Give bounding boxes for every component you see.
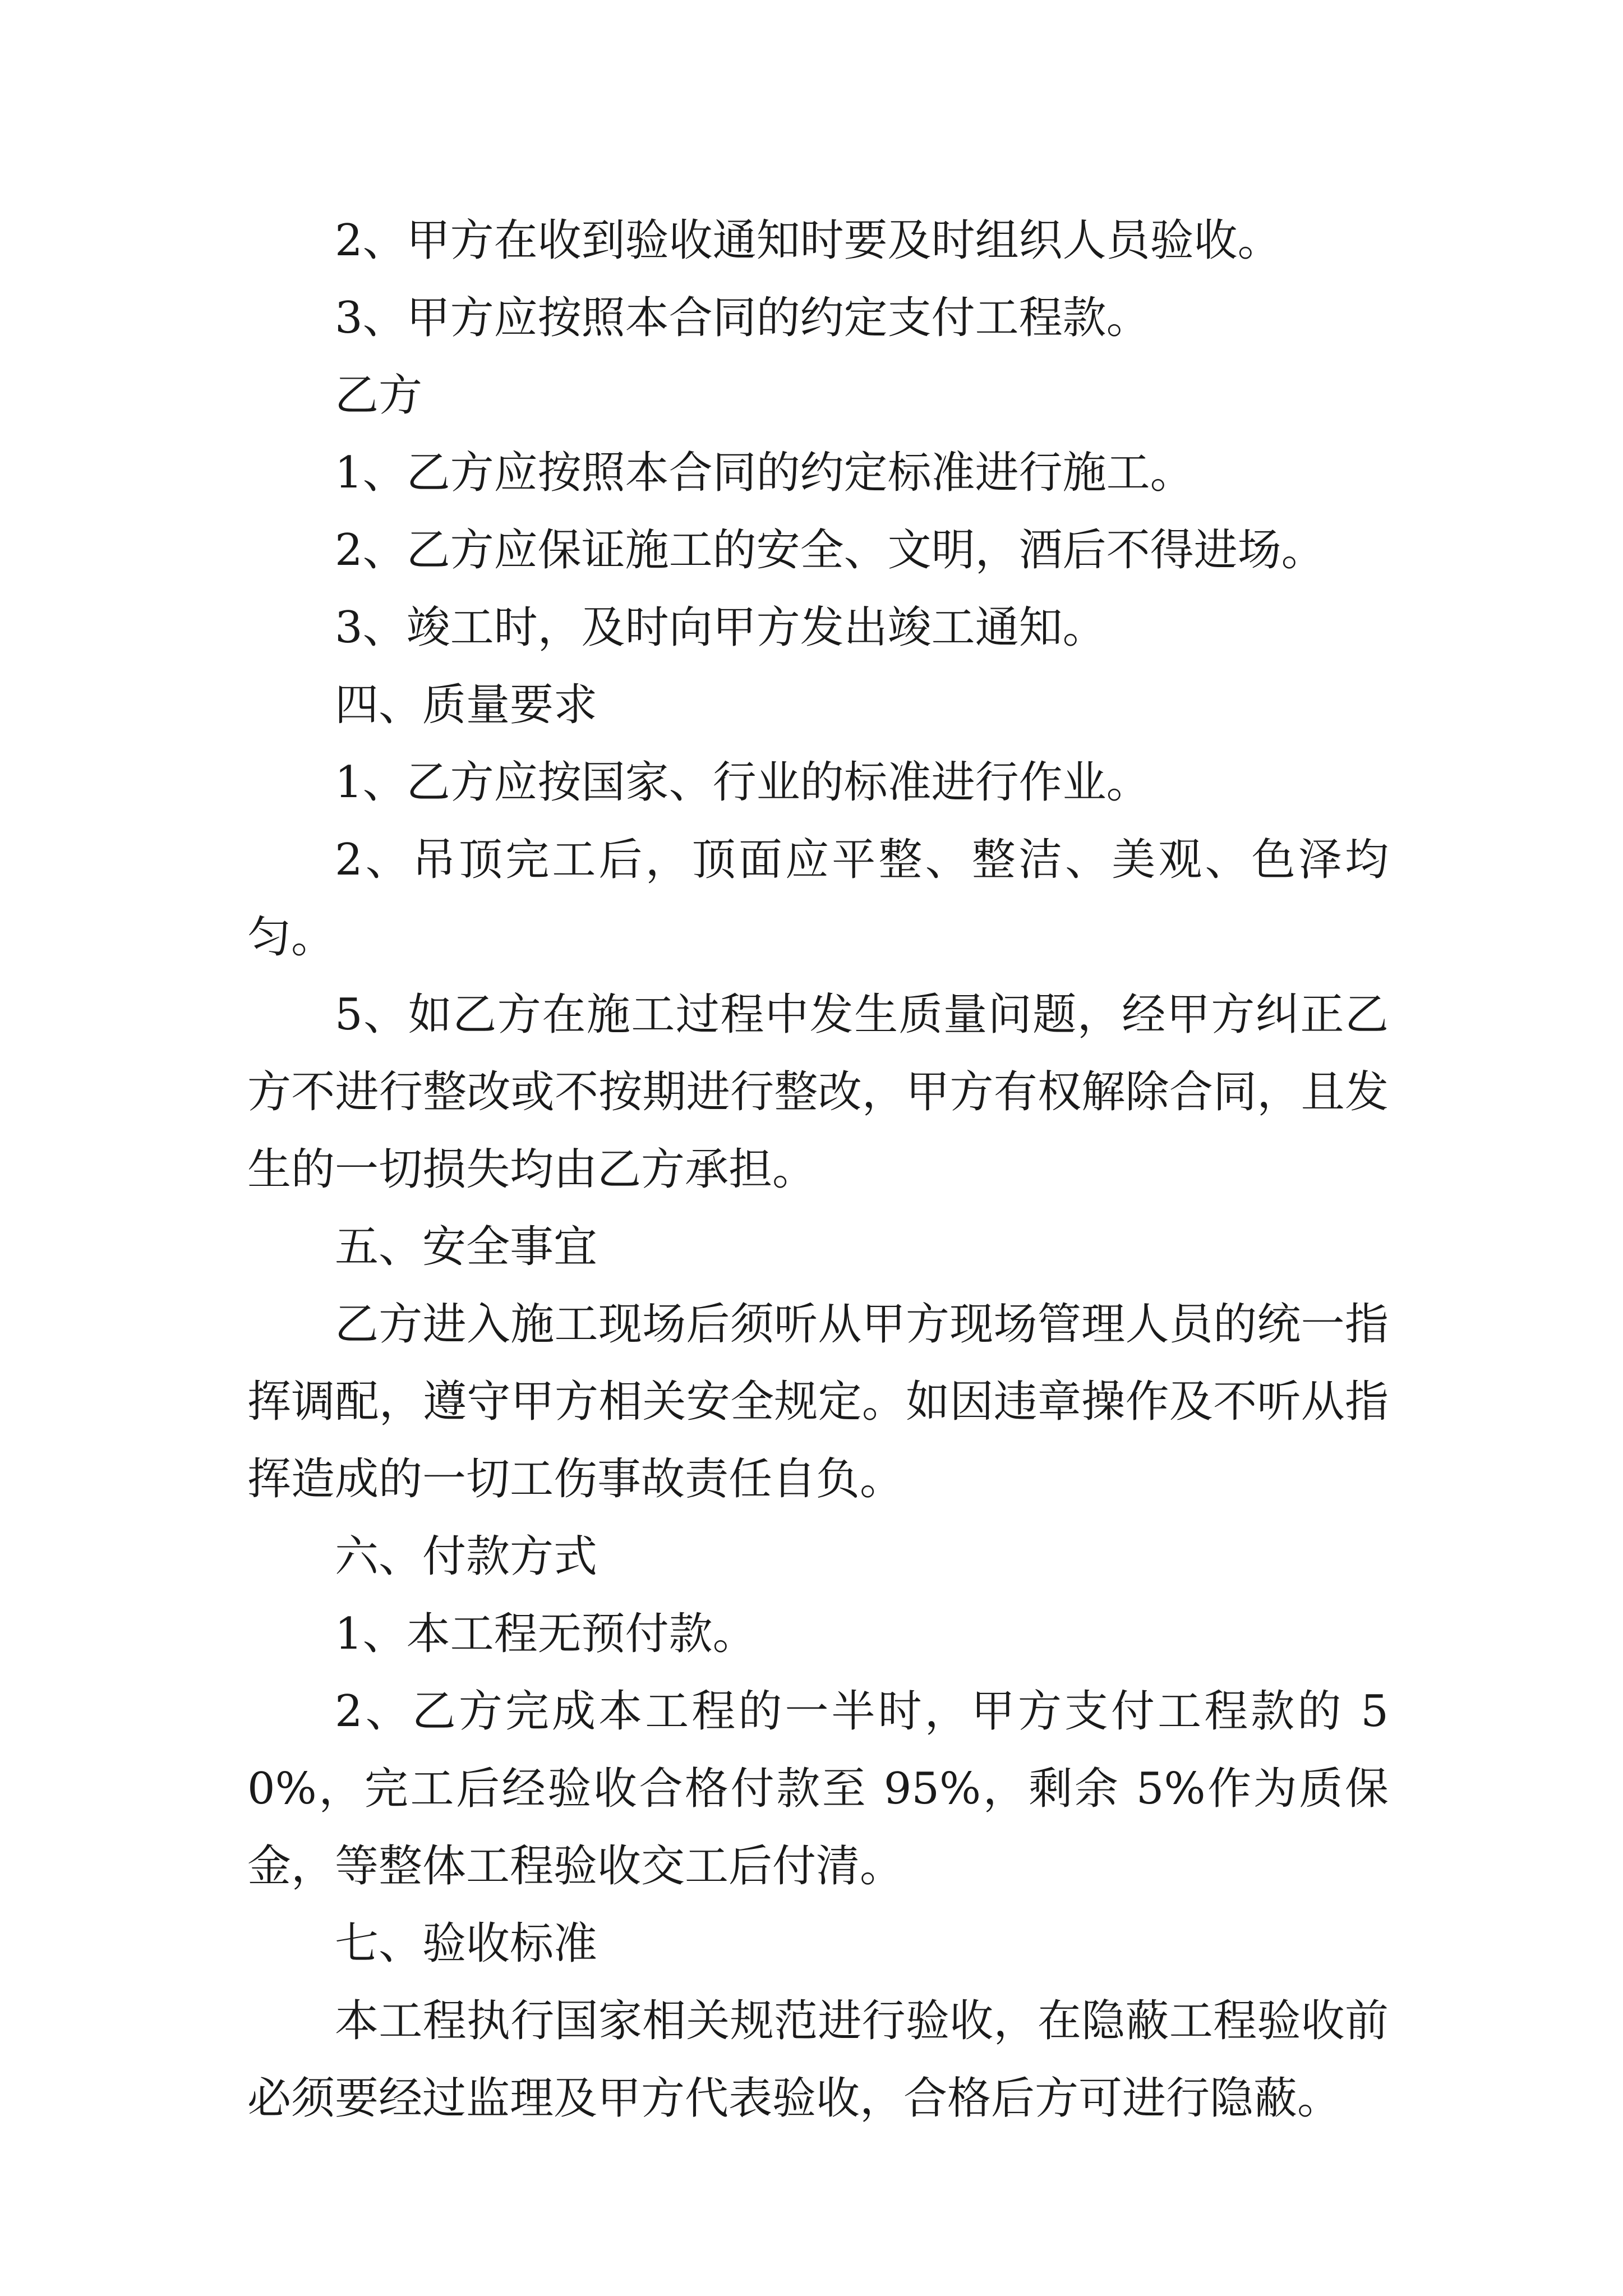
paragraph-party-b-heading: 乙方 (335, 370, 423, 421)
document-body (247, 202, 1389, 2137)
section-heading-acceptance-standard: 七、验收标准 (335, 1918, 598, 1969)
section-heading-quality: 四、质量要求 (335, 680, 598, 730)
paragraph-payment-clause-2: 2、乙方完成本工程的一半时，甲方支付工程款的 50%，完工后经验收合格付款至 95%，剩余 5%作为质保金，等整体工程验收交工后付清。 (247, 1686, 1389, 1892)
paragraph-clause-2-acceptance: 2、甲方在收到验收通知时要及时组织人员验收。 (335, 215, 1281, 266)
paragraph-party-b-clause-1: 1、乙方应按照本合同的约定标准进行施工。 (335, 448, 1194, 498)
paragraph-safety: 乙方进入施工现场后须听从甲方现场管理人员的统一指挥调配，遵守甲方相关安全规定。如因违章操作及不听从指挥造成的一切工伤事故责任自负。 (247, 1299, 1389, 1504)
paragraph-party-b-clause-2: 2、乙方应保证施工的安全、文明，酒后不得进场。 (335, 525, 1325, 576)
paragraph-party-b-clause-3: 3、竣工时，及时向甲方发出竣工通知。 (335, 602, 1106, 653)
paragraph-quality-clause-5: 5、如乙方在施工过程中发生质量问题，经甲方纠正乙方不进行整改或不按期进行整改，甲方有权解除合同，且发生的一切损失均由乙方承担。 (247, 990, 1389, 1195)
section-heading-payment-method: 六、付款方式 (335, 1531, 598, 1582)
paragraph-acceptance-standard: 本工程执行国家相关规范进行验收，在隐蔽工程验收前必须要经过监理及甲方代表验收，合格后方可进行隐蔽。 (247, 1996, 1389, 2124)
paragraph-payment-clause-1: 1、本工程无预付款。 (335, 1609, 757, 1659)
paragraph-quality-clause-1: 1、乙方应按国家、行业的标准进行作业。 (335, 757, 1150, 808)
section-heading-safety: 五、安全事宜 (335, 1222, 598, 1272)
paragraph-clause-3-payment: 3、甲方应按照本合同的约定支付工程款。 (335, 293, 1150, 343)
paragraph-quality-clause-2: 2、吊顶完工后，顶面应平整、整洁、美观、色泽均匀。 (247, 835, 1389, 963)
